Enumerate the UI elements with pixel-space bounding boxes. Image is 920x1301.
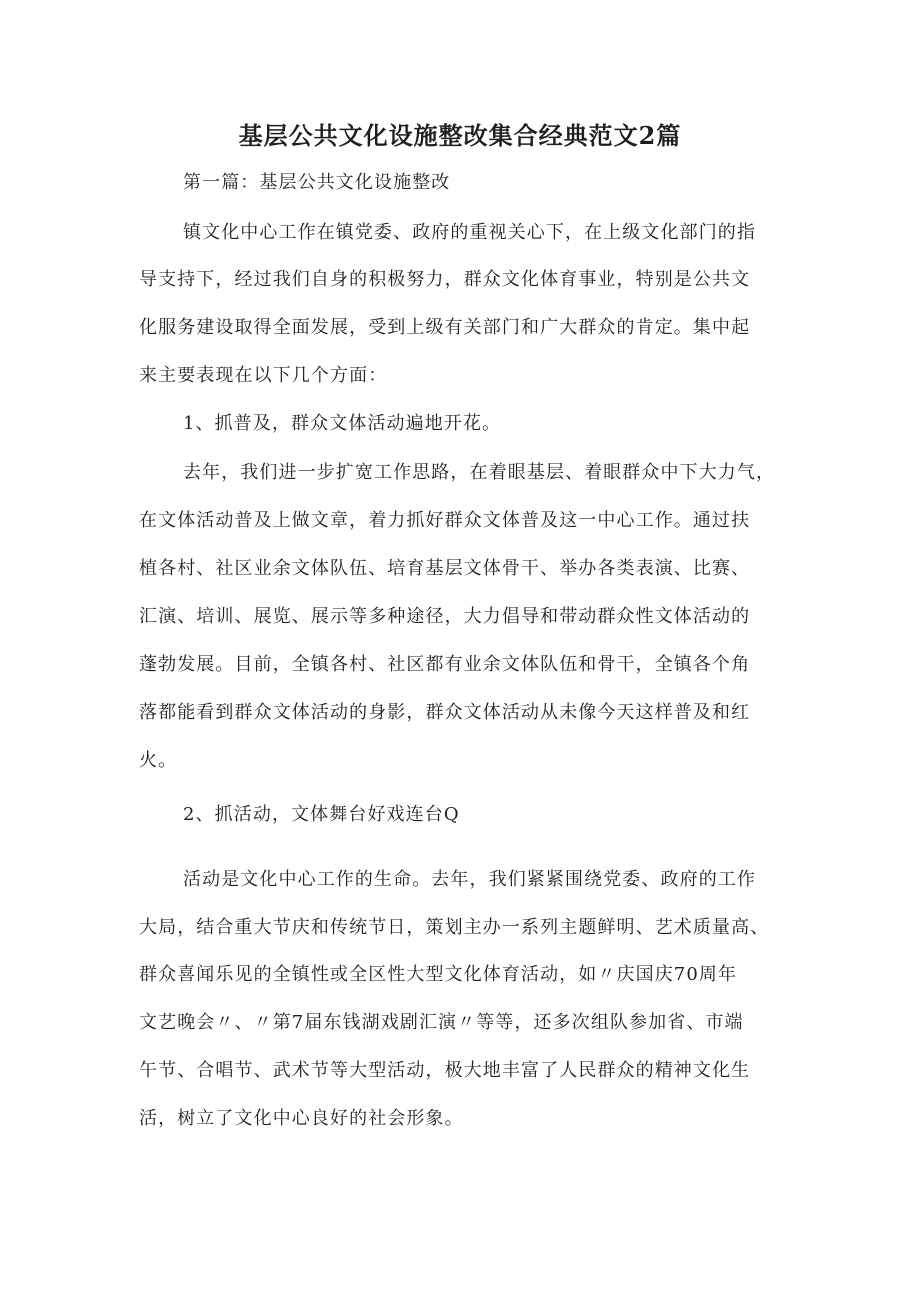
point-2-heading: 2、抓活动，文体舞台好戏连台Q [183, 804, 460, 825]
paragraph-3-line-2: 大局，结合重大节庆和传统节日，策划主办一系列主题鲜明、艺术质量高、 [139, 917, 770, 938]
paragraph-2-line-5: 蓬勃发展。目前，全镇各村、社区都有业余文体队伍和骨干，全镇各个角 [139, 654, 751, 675]
paragraph-2-line-6: 落都能看到群众文体活动的身影，群众文体活动从未像今天这样普及和红 [139, 702, 751, 723]
paragraph-2-line-3: 植各村、社区业余文体队伍、培育基层文体骨干、举办各类表演、比赛、 [139, 558, 751, 579]
paragraph-3-line-3: 群众喜闻乐见的全镇性或全区性大型文化体育活动，如〃庆国庆70周年 [139, 964, 738, 985]
paragraph-3-line-5: 午节、合唱节、武术节等大型活动，极大地丰富了人民群众的精神文化生 [139, 1060, 751, 1081]
paragraph-1-line-4: 来主要表现在以下几个方面： [139, 365, 388, 386]
paragraph-3-line-6: 活，树立了文化中心良好的社会形象。 [139, 1108, 464, 1129]
paragraph-1-line-1: 镇文化中心工作在镇党委、政府的重视关心下，在上级文化部门的指 [183, 222, 756, 243]
point-1-heading: 1、抓普及，群众文体活动遍地开花。 [183, 413, 502, 434]
paragraph-3-line-4: 文艺晚会〃、〃第7届东钱湖戏剧汇演〃等等，还多次组队参加省、市端 [139, 1012, 744, 1033]
paragraph-2-line-2: 在文体活动普及上做文章，着力抓好群众文体普及这一中心工作。通过扶 [139, 510, 751, 531]
paragraph-2-line-1: 去年，我们进一步扩宽工作思路，在着眼基层、着眼群众中下大力气， [183, 462, 776, 483]
paragraph-2-line-4: 汇演、培训、展览、展示等多种途径，大力倡导和带动群众性文体活动的 [139, 606, 751, 627]
paragraph-3-line-1: 活动是文化中心工作的生命。去年，我们紧紧围绕党委、政府的工作 [183, 869, 756, 890]
paragraph-2-line-7: 火。 [139, 750, 178, 771]
section-heading: 第一篇：基层公共文化设施整改 [183, 172, 451, 193]
paragraph-1-line-3: 化服务建设取得全面发展，受到上级有关部门和广大群众的肯定。集中起 [139, 317, 751, 338]
document-title: 基层公共文化设施整改集合经典范文2篇 [238, 121, 682, 150]
paragraph-1-line-2: 导支持下，经过我们自身的积极努力，群众文化体育事业，特别是公共文 [139, 269, 751, 290]
